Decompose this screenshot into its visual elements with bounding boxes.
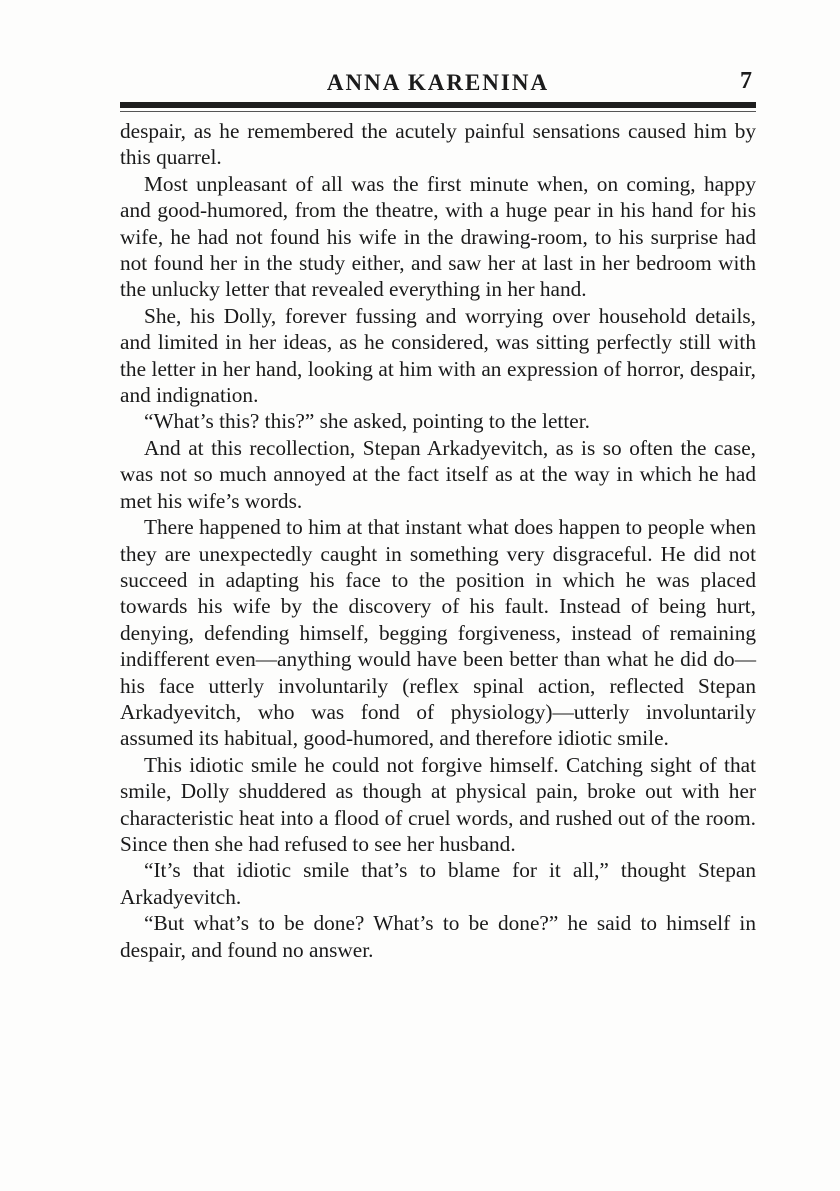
body-text (120, 118, 756, 963)
paragraph: This idiotic smile he could not forgive himself. Catching sight of that smile, Dolly shuddered as though at physical pain, broke out with her characteristic heat into a flood of cruel words, and rushed out of the room. Since then she had refused to see her husband. (120, 752, 756, 856)
header-rule (120, 102, 756, 108)
running-title: ANNA KARENINA (326, 70, 550, 95)
paragraph-continued: despair, as he remembered the acutely painful sensations caused him by this quarrel. (120, 119, 756, 170)
page-header (120, 66, 756, 100)
header-rule-thin (120, 111, 756, 112)
paragraph: There happened to him at that instant what does happen to people when they are unexpectedly caught in something very disgraceful. He did not succeed in adapting his face to the position in which he was placed towards his wife by the discovery of his fault. Instead of being hurt, denying, defending himself, begging forgiveness, instead of remaining indifferent even—anything would have been better than what he did do—his face utterly involuntarily (reflex spinal action, reflected Stepan Arkadyevitch, who was fond of physiology)—utterly involuntarily assumed its habitual, good-humored, and therefore idiotic smile. (120, 515, 756, 751)
paragraph: “It’s that idiotic smile that’s to blame for it all,” thought Stepan Arkadyevitch. (120, 858, 756, 909)
paragraph: Most unpleasant of all was the first minute when, on coming, happy and good-humored, from the theatre, with a huge pear in his hand for his wife, he had not found his wife in the drawing-room, to his surprise had not found her in the study either, and saw her at last in her bedroom with the unlucky letter that revealed everything in her hand. (120, 171, 756, 302)
paragraph: And at this recollection, Stepan Arkadyevitch, as is so often the case, was not so much annoyed at the fact itself as at the way in which he had met his wife’s words. (120, 435, 756, 513)
page-number: 7 (740, 68, 752, 94)
paragraph: She, his Dolly, forever fussing and worrying over household details, and limited in her ideas, as he considered, was sitting perfectly still with the letter in her hand, looking at him with an expression of horror, despair, and indignation. (120, 303, 756, 408)
paragraph: “What’s this? this?” she asked, pointing to the letter. (144, 409, 590, 434)
paragraph: “But what’s to be done? What’s to be done?” he said to himself in despair, and found no answer. (120, 911, 756, 962)
